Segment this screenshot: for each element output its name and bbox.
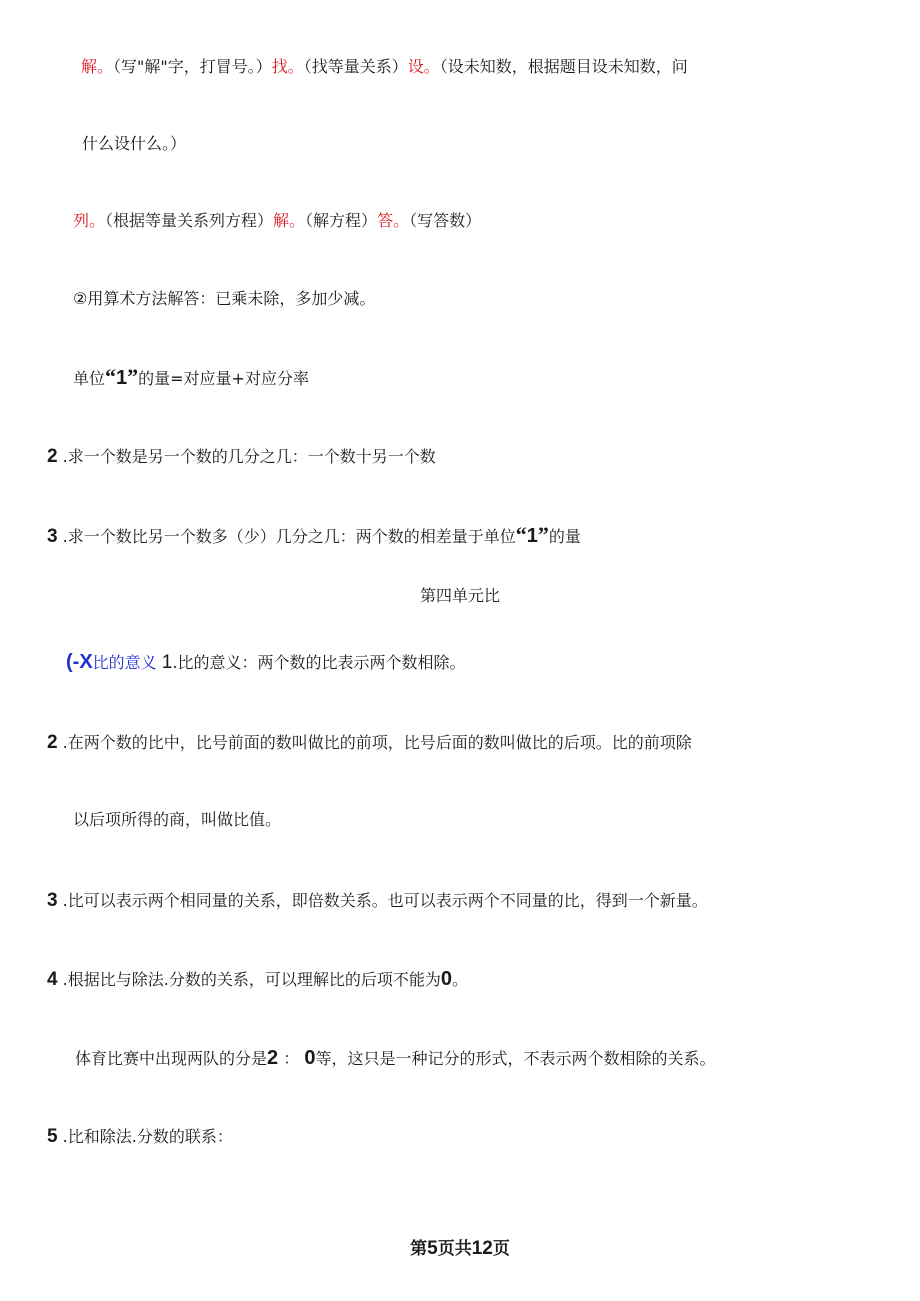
footer-suffix: 页: [492, 1239, 510, 1259]
item-3-ratio-relation: [47, 890, 708, 912]
item-number: 3: [47, 526, 58, 547]
quote-close: ”: [537, 522, 549, 547]
quote-open: “: [105, 364, 117, 389]
unit-one-post: 的量=对应量+对应分率: [138, 369, 309, 388]
step-she: 设。: [407, 57, 440, 76]
step-line-1: [81, 56, 688, 78]
unit-one-pre: 单位: [73, 369, 106, 388]
step-line-3: [73, 210, 481, 232]
item-text-end: 。: [451, 970, 468, 989]
item-3-fraction: [47, 524, 581, 548]
subsection-title: 比的意义: [92, 653, 157, 672]
score-a: 2: [267, 1047, 279, 1069]
step-jie-2: 解。: [273, 211, 306, 230]
score-pre: 体育比赛中出现两队的分是: [75, 1049, 268, 1068]
quote-close: ”: [127, 364, 139, 389]
item-number: 2: [47, 732, 58, 753]
item-number: 3: [47, 890, 58, 911]
item-2-ratio-terms: [47, 732, 692, 754]
step-she-note: （设未知数，根据题目设未知数，问: [439, 57, 688, 76]
item-text: .比和除法.分数的联系：: [62, 1127, 233, 1146]
zero-value: 0: [440, 968, 452, 990]
item-text: .在两个数的比中，比号前面的数叫做比的前项，比号后面的数叫做比的后项。比的前项除: [62, 733, 692, 752]
item-number: 1: [161, 652, 173, 673]
step-zhao-note: （找等量关系）: [303, 57, 408, 76]
sports-score-line: [75, 1047, 715, 1070]
step-line-2: 什么设什么。）: [82, 134, 187, 153]
item-number: 4: [47, 969, 58, 990]
item-text: .比可以表示两个相同量的关系，即倍数关系。也可以表示两个不同量的比，得到一个新量。: [62, 891, 708, 910]
arithmetic-method-line: ②用算术方法解答：已乘未除，多加少减。: [73, 289, 376, 308]
step-zhao: 找。: [271, 57, 304, 76]
item-text: .根据比与除法.分数的关系，可以理解比的后项不能为: [62, 970, 441, 989]
step-da: 答。: [377, 211, 410, 230]
score-post: 等，这只是一种记分的形式，不表示两个数相除的关系。: [315, 1049, 716, 1068]
ratio-meaning-line: [66, 651, 465, 674]
step-lie-note: （根据等量关系列方程）: [105, 211, 274, 230]
step-lie: 列。: [73, 211, 106, 230]
footer-mid: 页共: [437, 1239, 472, 1259]
item-text: .求一个数比另一个数多（少）几分之几：两个数的相差量于单位: [62, 527, 516, 546]
step-jie-note: （写"解"字，打冒号。）: [113, 57, 272, 76]
item-2-fraction: [47, 446, 436, 468]
item-4-ratio-rule: [47, 968, 468, 991]
step-da-note: （写答数）: [409, 211, 482, 230]
unit-one-number: 1: [116, 367, 128, 389]
item-number: 5: [47, 1126, 58, 1147]
item-text: .求一个数是另一个数的几分之几：一个数十另一个数: [62, 447, 436, 466]
unit-one-number: 1: [526, 525, 538, 547]
item-text: .比的意义：两个数的比表示两个数相除。: [172, 653, 466, 672]
ratio-value-line: 以后项所得的商，叫做比值。: [73, 810, 282, 829]
step-jie-2-note: （解方程）: [305, 211, 378, 230]
page-footer: [0, 1237, 920, 1261]
footer-prefix: 第: [410, 1239, 428, 1259]
item-number: 2: [47, 446, 58, 467]
quote-open: “: [515, 522, 527, 547]
current-page-number: 5: [427, 1238, 438, 1259]
total-pages: 12: [471, 1238, 493, 1259]
item-5-ratio-connection: [47, 1126, 233, 1148]
item-text-end: 的量: [548, 527, 581, 546]
score-colon: ：: [283, 1049, 300, 1068]
section-title: 第四单元比: [419, 586, 500, 605]
subsection-marker: (-X: [66, 651, 93, 673]
score-b: 0: [304, 1047, 316, 1069]
unit-one-formula: [73, 366, 309, 390]
step-jie: 解。: [81, 57, 114, 76]
